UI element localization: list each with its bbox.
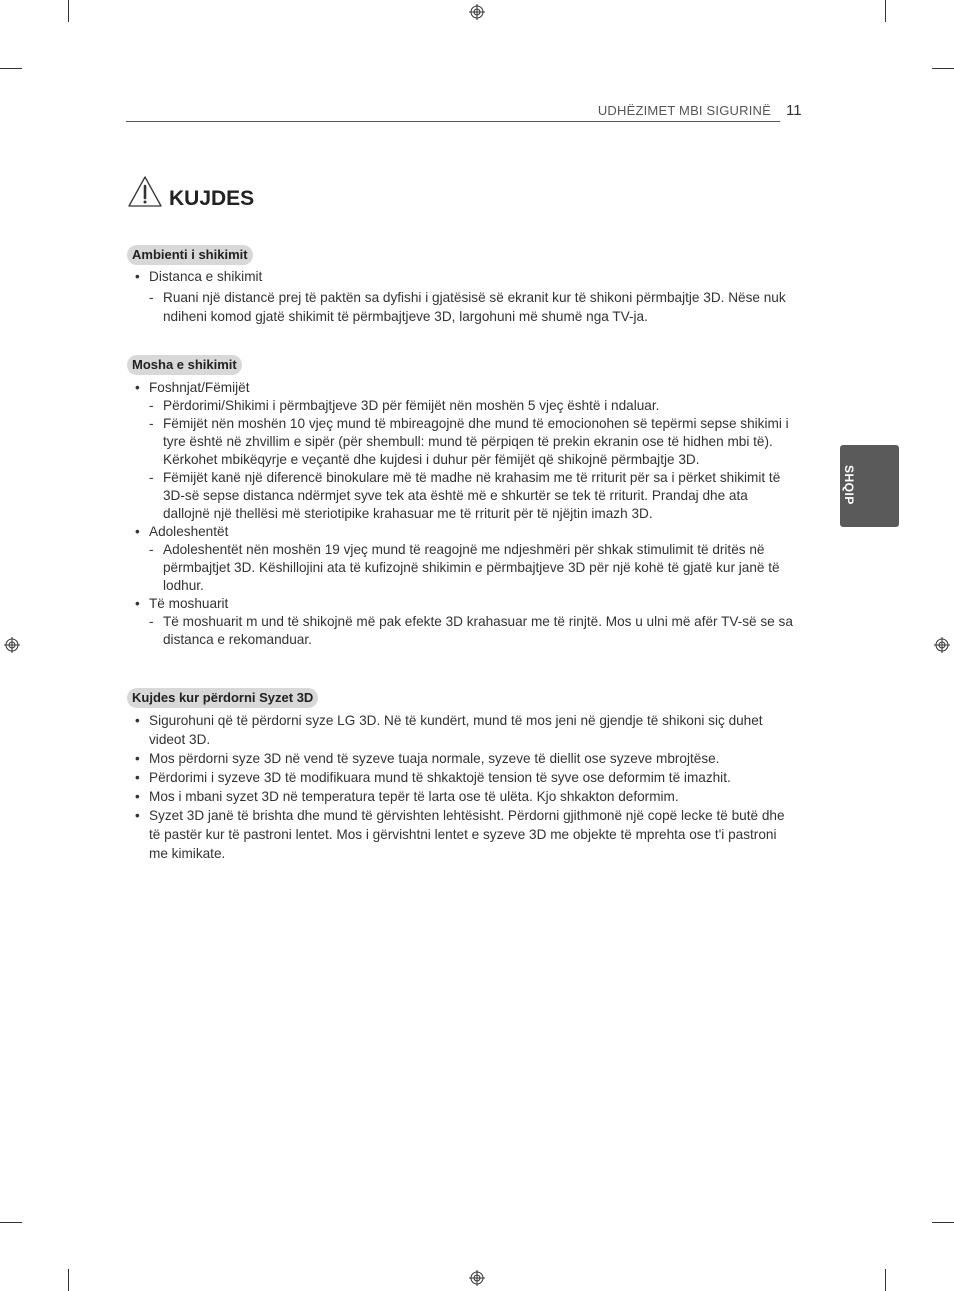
page-number: 11 (786, 102, 802, 119)
crop-mark (0, 68, 22, 69)
crop-mark (885, 0, 886, 22)
crop-mark (885, 1269, 886, 1291)
language-tab (840, 445, 899, 527)
list-item: • Distanca e shikimit (133, 268, 798, 286)
list-item: • Mos përdorni syze 3D në vend të syzeve tuaja normale, syzeve të diellit ose syzeve mbrojtëse. (133, 749, 798, 768)
list-item: • Syzet 3D janë të brishta dhe mund të gërvishten lehtësisht. Përdorni gjithmonë një copë lecke të butë dhe të pastër kur të pastroni lentet. Mos i gërvishtni lentet e syzeve 3D me objekte të mprehta ose t'i pastroni me kimikate. (133, 806, 798, 863)
page-title: KUJDES (169, 187, 255, 210)
crop-mark (0, 1222, 22, 1223)
registration-mark-icon (469, 4, 485, 20)
running-head: UDHËZIMET MBI SIGURINË (597, 103, 771, 118)
section-label-3d-glasses-caution: Kujdes kur përdorni Syzet 3D (127, 688, 318, 708)
list-subitem: - Fëmijët nën moshën 10 vjeç mund të mbireagojnë dhe mund të emocionohen së tepërmi sepse shikimi i tyre është në zhvillim e sipër (për shembull: mund të përpiqen të prekin ekranin ose të hidhen mbi të). Kërkohet mbikëqyrje e veçantë dhe kujdesi i duhur për fëmijët që shikojnë përmbajtje 3D. (133, 415, 798, 469)
list-item: • Mos i mbani syzet 3D në temperatura tepër të larta ose të ulëta. Kjo shkakton deformim. (133, 787, 798, 806)
list-subitem: - Fëmijët kanë një diferencë binokulare më të madhe në krahasim me të rriturit për sa i përket shikimit të 3D-së sepse distanca ndërmjet syve tek ata është më e shkurtër se tek të rriturit. Prandaj dhe ata dallojnë një thellësi më steriotipike krahasuar me të rriturit për të njëjtin imazh 3D. (133, 469, 798, 523)
warning-triangle-icon (127, 175, 163, 208)
crop-mark (932, 68, 954, 69)
section-label-viewing-environment: Ambienti i shikimit (127, 245, 253, 265)
list-item: • Foshnjat/Fëmijët (133, 379, 798, 397)
list-item: • Përdorimi i syzeve 3D të modifikuara mund të shkaktojë tension të syve ose deformim të imazhit. (133, 768, 798, 787)
list-subitem: - Të moshuarit m und të shikojnë më pak efekte 3D krahasuar me të rinjtë. Mos u ulni më afër TV-së se sa distanca e rekomanduar. (133, 613, 798, 649)
list-subitem: - Përdorimi/Shikimi i përmbajtjeve 3D për fëmijët nën moshën 5 vjeç është i ndaluar. (133, 397, 798, 415)
list-subitem: - Ruani një distancë prej të paktën sa dyfishi i gjatësisë së ekranit kur të shikoni përmbajtje 3D. Nëse nuk ndiheni komod gjatë shikimit të përmbajtjeve 3D, largohuni më shumë nga TV-ja. (133, 288, 798, 326)
crop-mark (932, 1222, 954, 1223)
registration-mark-icon (934, 637, 950, 653)
list-item: • Adoleshentët (133, 523, 798, 541)
list-item: • Sigurohuni që të përdorni syze LG 3D. Në të kundërt, mund të mos jeni në gjendje të shikoni siç duhet videot 3D. (133, 711, 798, 749)
registration-mark-icon (469, 1270, 485, 1286)
list-item: • Të moshuarit (133, 595, 798, 613)
section-3d-glasses-caution (133, 711, 798, 863)
crop-mark (68, 0, 69, 22)
crop-mark (68, 1269, 69, 1291)
header-divider (126, 121, 780, 122)
language-tab-label: SHQIP (842, 465, 856, 505)
section-viewing-age (133, 379, 798, 649)
section-label-viewing-age: Mosha e shikimit (127, 355, 242, 375)
registration-mark-icon (4, 637, 20, 653)
section-viewing-environment (133, 268, 798, 326)
list-subitem: - Adoleshentët nën moshën 19 vjeç mund të reagojnë me ndjeshmëri për shkak stimulimit të dritës në përmbajtjet 3D. Këshillojini ata të kufizojnë shikimin e përmbajtjeve 3D për një kohë të gjatë kur janë të lodhur. (133, 541, 798, 595)
